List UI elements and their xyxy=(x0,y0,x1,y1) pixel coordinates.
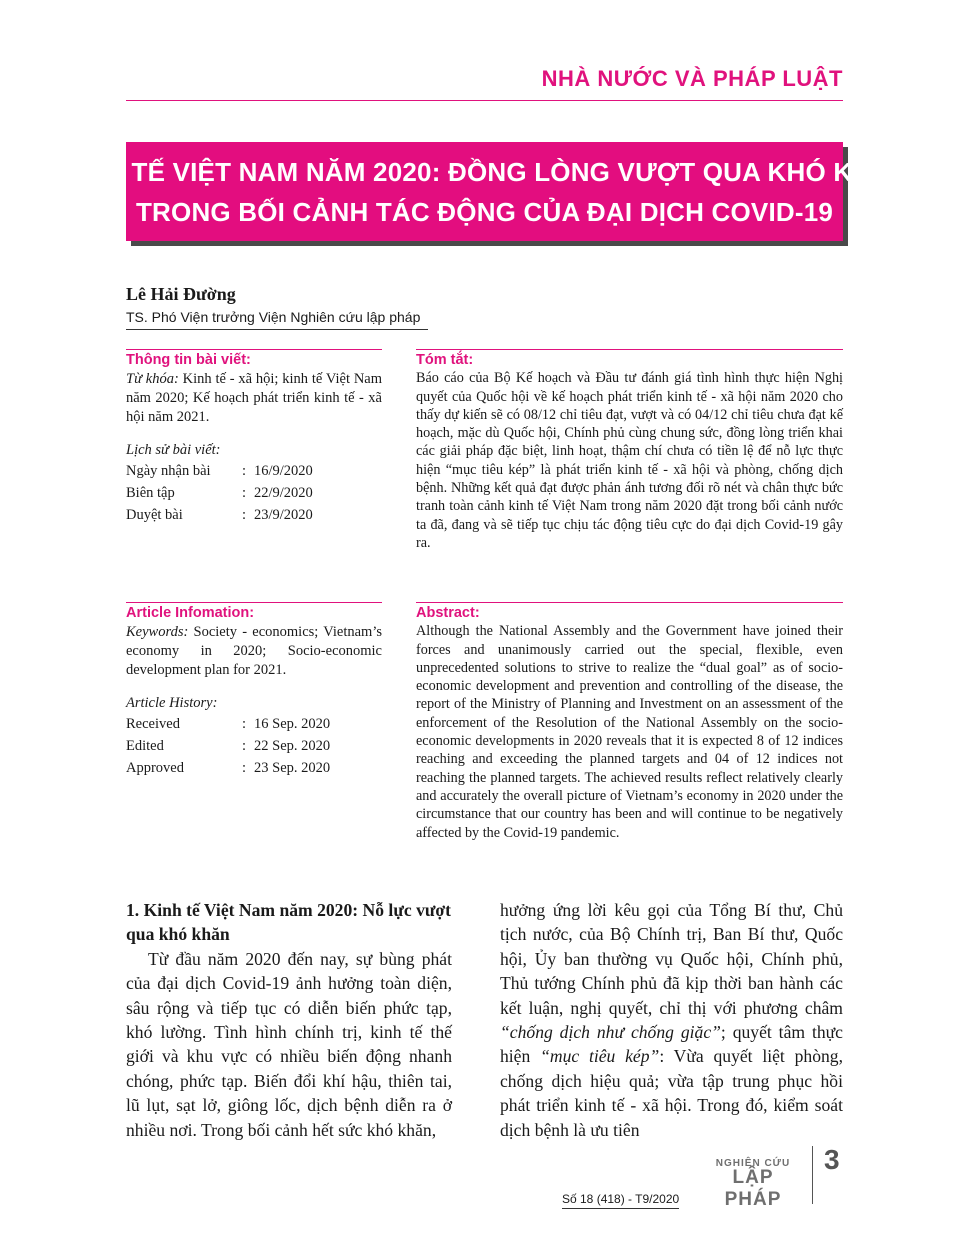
history-en-label: Article History: xyxy=(126,695,218,711)
article-info-vi xyxy=(126,351,382,526)
keywords-vi-text: Kinh tế - xã hội; kinh tế Việt Nam năm 2020; Kế hoạch phát triển kinh tế - xã hội năm 2021. xyxy=(126,371,382,425)
history-label: Biên tập xyxy=(126,485,175,501)
history-colon: : xyxy=(242,463,247,479)
journal-logo-top: NGHIÊN CỨU xyxy=(715,1158,791,1169)
history-vi-row xyxy=(126,460,382,482)
body-column-left xyxy=(126,898,452,1142)
history-colon: : xyxy=(242,760,247,776)
header-rule xyxy=(126,100,843,101)
body-quote: “chống dịch như chống giặc” xyxy=(500,1022,721,1043)
body-paragraph xyxy=(500,898,843,1142)
summary-vi xyxy=(416,351,843,552)
journal-logo xyxy=(703,1158,803,1211)
section-header: NHÀ NƯỚC VÀ PHÁP LUẬT xyxy=(541,66,843,91)
history-value: 16 Sep. 2020 xyxy=(254,716,331,732)
info-en-heading: Article Infomation: xyxy=(126,605,255,621)
history-value: 22/9/2020 xyxy=(254,485,313,501)
history-colon: : xyxy=(242,507,247,523)
author-affiliation: TS. Phó Viện trưởng Viện Nghiên cứu lập pháp xyxy=(126,309,428,330)
history-en-row xyxy=(126,735,382,757)
body-section-heading: 1. Kinh tế Việt Nam năm 2020: Nỗ lực vượt qua khó khăn xyxy=(126,900,452,945)
body-text: ; quyết tâm thực hiện xyxy=(500,1022,843,1067)
history-value: 23 Sep. 2020 xyxy=(254,760,331,776)
body-text: : Vừa quyết liệt phòng, chống dịch hiệu quả; vừa tập trung phục hồi phát triển kinh tế - xã hội. Trong đó, kiểm soát dịch bệnh là ưu tiên xyxy=(500,1046,843,1140)
summary-vi-text: Báo cáo của Bộ Kế hoạch và Đầu tư đánh giá tình hình thực hiện Nghị quyết của Quốc hội về kế hoạch phát triển kinh tế - xã hội năm 2020 cho thấy dự kiến sẽ có 08/12 chỉ tiêu đạt, vượt và có 04/12 chỉ tiêu chưa đạt kế hoạch, mặc dù Quốc hội, Chính phủ cùng chung sức, đồng lòng triển khai các giải pháp đặc biệt, linh hoạt, thậm chí chưa có tiền lệ để nỗ lực thực hiện “mục tiêu kép” là phát triển kinh tế - xã hội và phòng, chống dịch bệnh. Những kết quả đạt được phản ánh tương đối rõ nét và chân thực bức tranh toàn cảnh kinh tế Việt Nam trong năm 2020 đặt trong bối cảnh nước ta đã, đang và sẽ tiếp tục chịu tác động tiêu cực do đại dịch Covid-19 gây ra. xyxy=(416,370,843,551)
history-vi-row xyxy=(126,504,382,526)
summary-vi-heading: Tóm tắt: xyxy=(416,352,474,368)
author-name: Lê Hải Đường xyxy=(126,284,236,304)
body-column-right xyxy=(500,898,843,1142)
history-colon: : xyxy=(242,485,247,501)
history-value: 16/9/2020 xyxy=(254,463,313,479)
history-value: 22 Sep. 2020 xyxy=(254,738,331,754)
journal-logo-bottom: LẬP PHÁP xyxy=(724,1167,782,1210)
body-paragraph: Từ đầu năm 2020 đến nay, sự bùng phát của đại dịch Covid-19 ảnh hưởng toàn diện, sâu rộng và tiếp tục có diễn biến phức tạp, khó lường. Tình hình chính trị, kinh tế thế giới và khu vực có nhiều biến động nhanh chóng, phức tạp. Biến đổi khí hậu, thiên tai, lũ lụt, sạt lở, giông lốc, dịch bệnh diễn ra ở nhiều nơi. Trong bối cảnh hết sức khó khăn, xyxy=(126,948,452,1140)
abstract-en-heading: Abstract: xyxy=(416,605,480,621)
history-vi-row xyxy=(126,482,382,504)
rule-abstract-en xyxy=(416,602,843,603)
keywords-vi-label: Từ khóa: xyxy=(126,371,179,387)
article-title-line-1: KINH TẾ VIỆT NAM NĂM 2020: ĐỒNG LÒNG VƯỢT QUA KHÓ KHĂN xyxy=(59,156,910,187)
history-label: Ngày nhận bài xyxy=(126,463,211,479)
abstract-en xyxy=(416,604,843,842)
page-number: 3 xyxy=(824,1144,840,1175)
history-label: Duyệt bài xyxy=(126,507,183,523)
history-en-row xyxy=(126,713,382,735)
article-title-box xyxy=(59,142,910,241)
history-colon: : xyxy=(242,738,247,754)
info-vi-heading: Thông tin bài viết: xyxy=(126,352,251,368)
history-vi-label: Lịch sử bài viết: xyxy=(126,442,221,458)
keywords-vi xyxy=(126,370,382,427)
footer-issue: Số 18 (418) - T9/2020 xyxy=(562,1192,679,1209)
keywords-en xyxy=(126,623,382,680)
rule-info-en xyxy=(126,602,382,603)
history-label: Received xyxy=(126,716,180,732)
rule-summary-vi xyxy=(416,349,843,350)
article-title-line-2: TRONG BỐI CẢNH TÁC ĐỘNG CỦA ĐẠI DỊCH COVID-19 xyxy=(135,196,834,227)
abstract-en-text: Although the National Assembly and the Government have joined their forces and unanimously carried out the special, flexible, even unprecedented solutions to strive to realize the “dual goal” as of socio-economic development and prevention and controlling of the disease, the report of the Ministry of Planning and Investment on an assessment of the enforcement of the Resolution of the National Assembly on the socio-economic developments in 2020 reveals that it is expected 8 of 12 indices reaching and exceeding the planned targets and 04 of 12 indices not reaching the planned targets. The achieved results reflect relatively clearly and accurately the overall picture of Vietnam’s economy in 2020 under the circumstance that our country has been and will continue to be negatively affected by the Covid-19 pandemic. xyxy=(416,623,843,841)
history-en-row xyxy=(126,757,382,779)
history-value: 23/9/2020 xyxy=(254,507,313,523)
body-text: hưởng ứng lời kêu gọi của Tổng Bí thư, Chủ tịch nước, của Bộ Chính trị, Ban Bí thư, Quốc hội, Ủy ban thường vụ Quốc hội, Chính phủ, Thủ tướng Chính phủ đã kịp thời ban hành các kết luận, nghị quyết, chỉ thị với phương châm xyxy=(500,900,843,1018)
body-quote: “mục tiêu kép” xyxy=(540,1046,660,1067)
history-label: Approved xyxy=(126,760,184,776)
article-info-en xyxy=(126,604,382,779)
keywords-en-label: Keywords: xyxy=(126,624,189,640)
rule-info-vi xyxy=(126,349,382,350)
keywords-en-text: Society - economics; Vietnam’s economy in 2020; Socio-economic development plan for 2021. xyxy=(126,624,382,678)
page-separator xyxy=(812,1146,813,1204)
history-colon: : xyxy=(242,716,247,732)
history-label: Edited xyxy=(126,738,164,754)
